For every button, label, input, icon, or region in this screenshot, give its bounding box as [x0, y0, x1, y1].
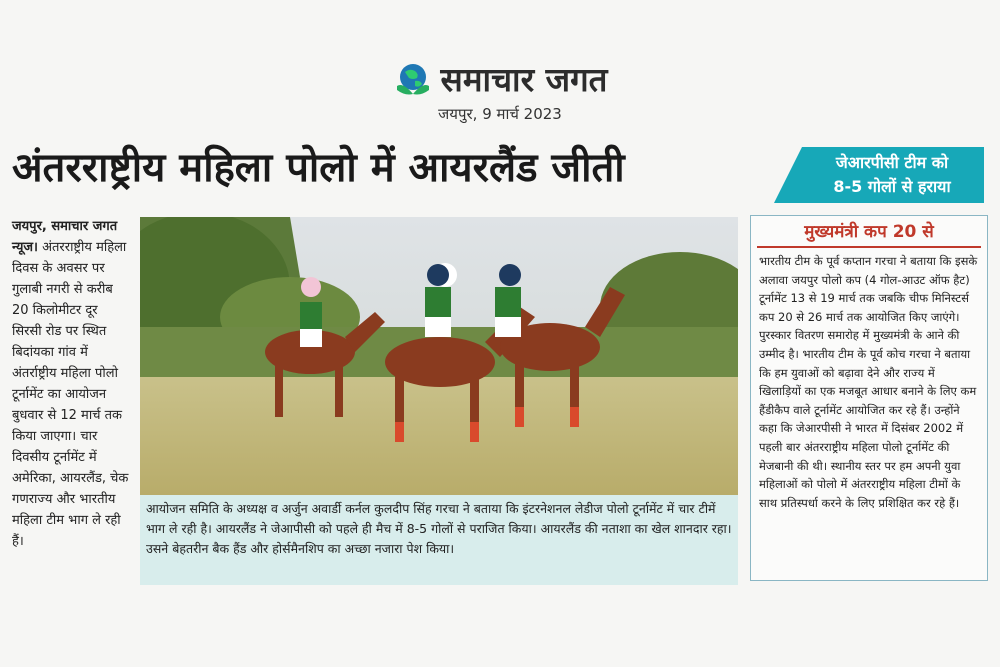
- ribbon-line-2: 8-5 गोलों से हराया: [833, 177, 951, 196]
- masthead: [0, 60, 1000, 123]
- article-column: [12, 216, 130, 552]
- photo-caption: आयोजन समिति के अध्यक्ष व अर्जुन अवार्डी कर्नल कुलदीप सिंह गरचा ने बताया कि इंटरनेशनल लेडीज पोलो टूर्नामेंट में चार टीमें भाग ले रही है। आयरलैंड ने जेआपीसी को पहले ही मैच में 8-5 गोलों से पराजित किया। आयरलैंड की नताशा का खेल शानदार रहा। उसने बेहतरीन बैक हैंड और होर्समैनशिप का अच्छा नजारा पेश किया।: [140, 495, 738, 585]
- globe-hands-icon: [393, 60, 433, 100]
- article-body: अंतरराष्ट्रीय महिला दिवस के अवसर पर गुलाबी नगरी से करीब 20 किलोमीटर दूर सिरसी रोड पर स्थित बिदांयका गांव में अंतर्राष्ट्रीय महिला पोलो टूर्नामेंट का आयोजन बुधवार से 12 मार्च तक किया जाएगा। चार दिवसीय टूर्नामेंट में अमेरिका, आयरलैंड, चेक गणराज्य और भारतीय महिला टीम भाग ले रही हैं।: [12, 240, 129, 549]
- sidebar-body: भारतीय टीम के पूर्व कप्तान गरचा ने बताया कि इसके अलावा जयपुर पोलो कप (4 गोल-आउट ऑफ हैट) टूर्नामेंट 13 से 19 मार्च तक जबकि चीफ मिनिस्टर्स कप 20 से 26 मार्च तक आयोजित किए जाएंगे। पुरस्कार वितरण समारोह में मुख्यमंत्री के आने की उम्मीद है। भारतीय टीम के पूर्व कोच गरचा ने बताया कि हम युवाओं को बढ़ावा देने और राज्य में खिलाड़ियों का एक मजबूत आधार बनाने के लिए कम हैंडीकैप वाले टूर्नामेंट आयोजित कर रहे हैं। उन्होंने कहा कि जेआरपीसी ने भारत में दिसंबर 2002 में पहली बार अंतरराष्ट्रीय महिला पोलो टूर्नामेंट की मेजबानी की थी। स्थानीय स्तर पर हम अपनी युवा महिलाओं को पोलो में अंतरराष्ट्रीय महिला टीमों के साथ प्रतिस्पर्धा करने के लिए प्रशिक्षित कर रहे हैं।: [759, 254, 978, 510]
- masthead-title: समाचार जगत: [440, 60, 608, 99]
- polo-photo-illustration: [140, 217, 738, 495]
- subheadline-ribbon: [774, 147, 984, 203]
- sidebar-title: मुख्यमंत्री कप 20 से: [804, 222, 934, 242]
- sidebar-box: [750, 215, 988, 581]
- article-byline: जयपुर, समाचार जगत न्यूज।: [12, 219, 118, 255]
- ribbon-line-1: जेआरपीसी टीम को: [835, 153, 949, 172]
- polo-match-photo: [140, 217, 738, 495]
- page-title: अंतरराष्ट्रीय महिला पोलो में आयरलैंड जीती: [12, 145, 625, 191]
- masthead-dateline: जयपुर, 9 मार्च 2023: [438, 105, 562, 123]
